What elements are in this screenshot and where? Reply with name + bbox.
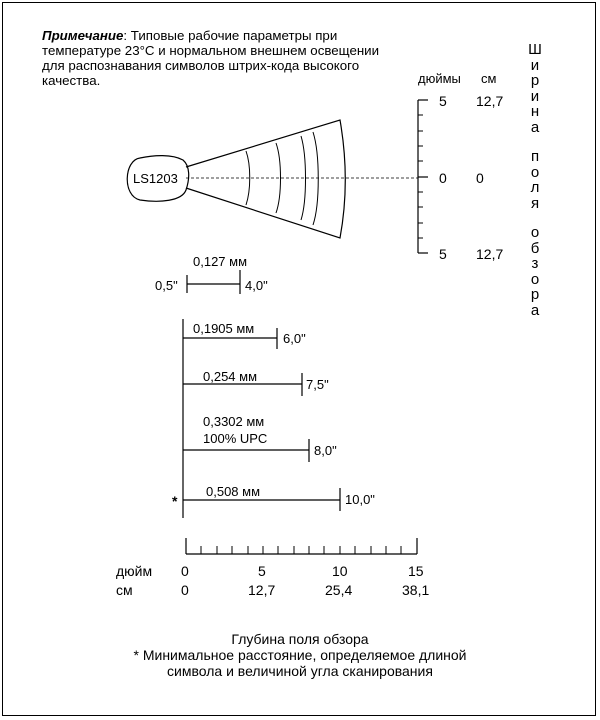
range-density2-03302: 100% UPC	[203, 431, 268, 446]
depth-tick-10-in: 10	[332, 563, 348, 579]
note-label: Примечание	[42, 28, 124, 43]
width-tick-top-in: 5	[439, 93, 447, 109]
vertical-title-char: а	[530, 301, 540, 319]
range-bar-0127	[187, 270, 240, 294]
range-density-01905: 0,1905 мм	[193, 321, 255, 336]
width-tick-top-cm: 12,7	[476, 93, 504, 109]
footer	[80, 631, 520, 679]
vertical-title-char: р	[530, 72, 540, 89]
vertical-title-char: о	[530, 270, 540, 288]
range-max-0254: 7,5"	[306, 377, 329, 392]
depth-tick-15-cm: 38,1	[402, 582, 430, 598]
vertical-title-char: н	[530, 103, 540, 120]
width-tick-bot-cm: 12,7	[476, 246, 504, 262]
depth-tick-5-in: 5	[258, 563, 266, 579]
width-tick-mid-in: 0	[439, 170, 447, 186]
range-max-01905: 6,0"	[283, 331, 306, 346]
depth-row-cm-label: см	[116, 582, 133, 598]
vertical-title-char: з	[531, 255, 539, 272]
range-max-0508: 10,0"	[345, 492, 375, 507]
vertical-title-char: б	[530, 239, 540, 257]
depth-tick-0-in: 0	[181, 563, 189, 579]
range-max-0127: 4,0"	[245, 278, 268, 293]
vertical-title-char: и	[530, 56, 540, 74]
range-density-0127: 0,127 мм	[193, 254, 248, 269]
range-density-0508: 0,508 мм	[206, 484, 261, 499]
range-min-0127: 0,5"	[155, 278, 178, 293]
width-unit-in: дюймы	[418, 71, 461, 86]
depth-tick-0-cm: 0	[181, 582, 189, 598]
vertical-title-char: л	[530, 179, 540, 196]
depth-tick-15-in: 15	[408, 563, 424, 579]
depth-tick-5-cm: 12,7	[248, 582, 276, 598]
vertical-title-char: р	[530, 286, 540, 303]
width-unit-cm: см	[481, 71, 497, 86]
width-tick-mid-cm: 0	[476, 170, 484, 186]
device-label: LS1203	[133, 171, 178, 186]
vertical-title-char: я	[530, 194, 540, 212]
range-max-03302: 8,0"	[314, 443, 337, 458]
depth-row-in-label: дюйм	[116, 563, 153, 579]
width-scale	[418, 100, 428, 253]
depth-tick-10-cm: 25,4	[325, 582, 353, 598]
cone-arc-4	[313, 132, 318, 225]
vertical-title-char: Ш	[528, 41, 542, 58]
footer-footnote-2: символа и величиной угла сканирования	[167, 663, 433, 679]
vertical-title-char: о	[530, 163, 540, 181]
footer-footnote-1: * Минимальное расстояние, определяемое длиной	[133, 647, 467, 663]
note-text: : Типовые рабочие параметры при температуре 23°C и нормальном внешнем освещении для распознавания символов штрих-кода высокого качества.	[42, 28, 380, 88]
vertical-title-char: и	[530, 87, 540, 105]
range-density-0254: 0,254 мм	[203, 369, 258, 384]
vertical-title-char: п	[530, 148, 540, 165]
depth-axis	[186, 538, 417, 554]
range-density-03302: 0,3302 мм	[203, 414, 265, 429]
footer-title: Глубина поля обзора	[231, 631, 369, 647]
width-tick-bot-in: 5	[439, 246, 447, 262]
min-distance-star: *	[172, 493, 178, 509]
vertical-title-char: а	[530, 118, 540, 136]
vertical-title-char: о	[530, 224, 540, 241]
scan-cone	[186, 120, 345, 238]
